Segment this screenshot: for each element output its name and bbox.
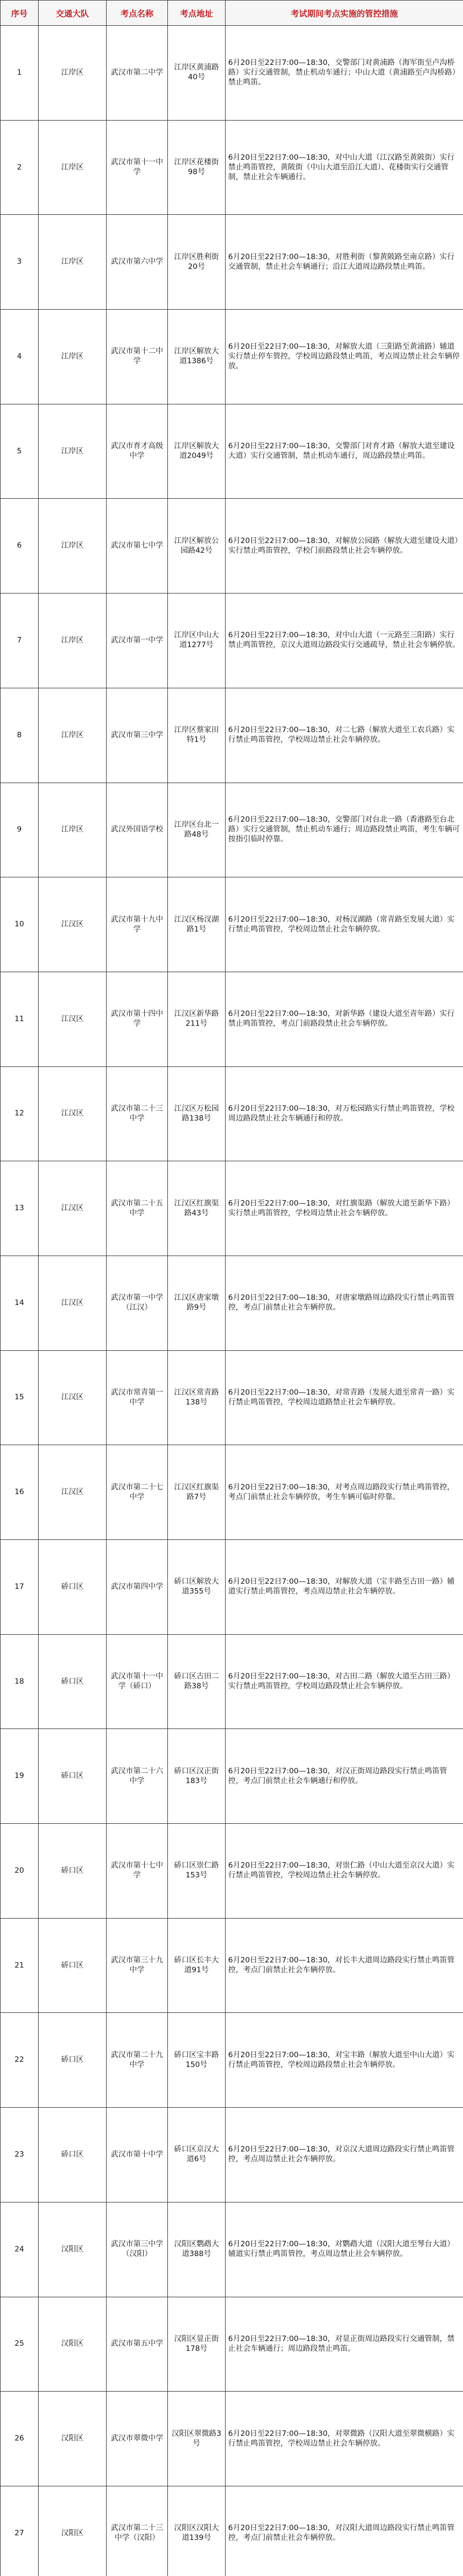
row-traffic-brigade: 硚口区 [39, 2013, 107, 2108]
row-exam-site-name: 武汉市第十中学 [107, 2108, 168, 2202]
row-control-measures: 6月20日至22日7:00—18:30，对显正街周边路段实行交通管制，禁止社会车辆通行；周边路段禁止鸣笛。 [226, 2297, 463, 2392]
row-traffic-brigade: 汉阳区 [39, 2392, 107, 2486]
row-control-measures: 6月20日至22日7:00—18:30，对考点周边路段实行禁止鸣笛管控，考点门前禁止社会车辆停放，考生车辆可临时停靠。 [226, 1445, 463, 1540]
row-traffic-brigade: 江岸区 [39, 594, 107, 688]
table-body [1, 26, 463, 2576]
row-index: 2 [1, 120, 39, 215]
header-traffic-brigade: 交通大队 [39, 1, 107, 26]
row-index: 25 [1, 2297, 39, 2392]
row-index: 8 [1, 688, 39, 783]
row-exam-site-address: 汉阳区汉阳大道139号 [168, 2486, 226, 2576]
row-exam-site-address: 江汉区杨汊湖路1号 [168, 877, 226, 972]
row-control-measures: 6月20日至22日7:00—18:30，对解放大道（宝丰路至古田一路）辅道实行禁止鸣笛管控，考点周边禁止社会车辆停放。 [226, 1540, 463, 1635]
row-index: 9 [1, 783, 39, 877]
row-exam-site-address: 江岸区解放大道2049号 [168, 404, 226, 499]
row-index: 3 [1, 215, 39, 310]
row-control-measures: 6月20日至22日7:00—18:30，对常青路（发展大道至常青一路）实行禁止鸣笛管控，学校周边道路禁止社会车辆停放。 [226, 1350, 463, 1445]
row-control-measures: 6月20日至22日7:00—18:30，对杨汊湖路（常青路至发展大道）实行禁止鸣笛管控，学校周边禁止社会车辆停放。 [226, 877, 463, 972]
row-index: 7 [1, 594, 39, 688]
table-row [1, 1161, 463, 1256]
row-index: 24 [1, 2202, 39, 2297]
row-index: 14 [1, 1256, 39, 1350]
row-exam-site-name: 武汉市第二中学 [107, 26, 168, 121]
row-exam-site-address: 硚口区古田二路38号 [168, 1634, 226, 1729]
row-index: 17 [1, 1540, 39, 1635]
row-exam-site-name: 武汉市第七中学 [107, 499, 168, 594]
row-index: 26 [1, 2392, 39, 2486]
row-exam-site-address: 江岸区中山大道1277号 [168, 594, 226, 688]
row-control-measures: 6月20日至22日7:00—18:30，对红旗渠路（解放大道至新华下路）实行禁止鸣笛管控，学校周边禁止社会车辆停放。 [226, 1161, 463, 1256]
row-index: 15 [1, 1350, 39, 1445]
row-exam-site-address: 江汉区常青路138号 [168, 1350, 226, 1445]
row-exam-site-address: 汉阳区显正街178号 [168, 2297, 226, 2392]
row-exam-site-name: 武汉市第一中学 [107, 594, 168, 688]
row-exam-site-address: 江岸区胜利街20号 [168, 215, 226, 310]
table-row [1, 783, 463, 877]
row-traffic-brigade: 汉阳区 [39, 2297, 107, 2392]
row-exam-site-name: 武汉市第六中学 [107, 215, 168, 310]
table-row [1, 26, 463, 121]
row-control-measures: 6月20日至22日7:00—18:30，对中山大道（江汉路至黄陂街）实行禁止鸣笛管控，黄陂街（中山大道至沿江大道）、花楼街实行交通管制，禁止社会车辆通行。 [226, 120, 463, 215]
row-exam-site-name: 武汉市常青第一中学 [107, 1350, 168, 1445]
table-row [1, 594, 463, 688]
table-row [1, 1066, 463, 1161]
row-control-measures: 6月20日至22日7:00—18:30，交警部门对黄浦路（海军街至卢沟桥路）实行交通管制，禁止机动车通行；中山大道（黄浦路至卢沟桥路）禁止鸣笛。 [226, 26, 463, 121]
row-control-measures: 6月20日至22日7:00—18:30，对鹦鹉大道（汉阳大道至琴台大道）辅道实行禁止鸣笛管控，考点周边禁止社会车辆停放。 [226, 2202, 463, 2297]
header-exam-site-name: 考点名称 [107, 1, 168, 26]
row-index: 6 [1, 499, 39, 594]
row-exam-site-name: 武汉市第五中学 [107, 2297, 168, 2392]
row-traffic-brigade: 硚口区 [39, 1540, 107, 1635]
table-row [1, 877, 463, 972]
row-control-measures: 6月20日至22日7:00—18:30，对唐家墩路周边路段实行禁止鸣笛管控，考点门前禁止社会车辆停放。 [226, 1256, 463, 1350]
row-exam-site-address: 江岸区解放大道1386号 [168, 310, 226, 404]
row-exam-site-address: 硚口区汉正街183号 [168, 1729, 226, 1824]
row-traffic-brigade: 江汉区 [39, 972, 107, 1066]
row-exam-site-address: 硚口区京汉大道6号 [168, 2108, 226, 2202]
row-index: 10 [1, 877, 39, 972]
row-exam-site-name: 武汉市第三十九中学 [107, 1918, 168, 2013]
table-row [1, 310, 463, 404]
row-index: 5 [1, 404, 39, 499]
row-index: 18 [1, 1634, 39, 1729]
row-traffic-brigade: 江汉区 [39, 1066, 107, 1161]
table-row [1, 1445, 463, 1540]
table-row [1, 972, 463, 1066]
row-exam-site-address: 江汉区万松园路138号 [168, 1066, 226, 1161]
row-control-measures: 6月20日至22日7:00—18:30，对中山大道（一元路至三阳路）实行禁止鸣笛管控，京汉大道周边路段实行交通疏导，禁止社会车辆停放。 [226, 594, 463, 688]
row-control-measures: 6月20日至22日7:00—18:30，对崇仁路（中山大道至京汉大道）实行禁止鸣笛管控，学校周边禁止社会车辆停放。 [226, 1824, 463, 1919]
row-control-measures: 6月20日至22日7:00—18:30，对解放大道（三阳路至黄浦路）辅道实行禁止停车管控，学校周边路段禁止鸣笛，考点周边禁止社会车辆停放。 [226, 310, 463, 404]
row-index: 21 [1, 1918, 39, 2013]
row-exam-site-name: 武汉市翠微中学 [107, 2392, 168, 2486]
row-index: 13 [1, 1161, 39, 1256]
row-exam-site-address: 汉阳区翠微路3号 [168, 2392, 226, 2486]
table-row [1, 2013, 463, 2108]
row-traffic-brigade: 江岸区 [39, 404, 107, 499]
row-exam-site-name: 武汉市第十七中学 [107, 1824, 168, 1919]
row-traffic-brigade: 江汉区 [39, 1256, 107, 1350]
row-exam-site-address: 硚口区解放大道355号 [168, 1540, 226, 1635]
table-row [1, 1824, 463, 1919]
table-row [1, 1540, 463, 1635]
row-exam-site-address: 江岸区黄浦路40号 [168, 26, 226, 121]
row-index: 11 [1, 972, 39, 1066]
table-row [1, 2486, 463, 2576]
row-exam-site-name: 武汉市第二十三中学 [107, 1066, 168, 1161]
header-control-measures: 考试期间考点实施的管控措施 [226, 1, 463, 26]
row-control-measures: 6月20日至22日7:00—18:30，对长丰大道周边路段实行禁止鸣笛管控，考点门前禁止社会车辆停放。 [226, 1918, 463, 2013]
row-exam-site-name: 武汉市第三中学 [107, 688, 168, 783]
row-index: 20 [1, 1824, 39, 1919]
row-traffic-brigade: 江岸区 [39, 120, 107, 215]
table-row [1, 120, 463, 215]
row-exam-site-address: 江岸区台北一路48号 [168, 783, 226, 877]
row-traffic-brigade: 汉阳区 [39, 2486, 107, 2576]
row-control-measures: 6月20日至22日7:00—18:30，对宝丰路（解放大道至中山大道）实行禁止鸣笛管控，学校周边路段禁止社会车辆停放。 [226, 2013, 463, 2108]
row-index: 12 [1, 1066, 39, 1161]
row-traffic-brigade: 江岸区 [39, 310, 107, 404]
table-row [1, 1634, 463, 1729]
row-traffic-brigade: 江汉区 [39, 877, 107, 972]
row-index: 1 [1, 26, 39, 121]
row-control-measures: 6月20日至22日7:00—18:30，对胜利街（黎黄陂路至南京路）实行交通管制，禁止社会车辆通行；沿江大道周边路段禁止鸣笛。 [226, 215, 463, 310]
row-exam-site-name: 武汉市第十一中学 [107, 120, 168, 215]
table-header-row [1, 1, 463, 26]
row-control-measures: 6月20日至22日7:00—18:30，对汉正街周边路段实行禁止鸣笛管控，考点门前禁止社会车辆通行和停放。 [226, 1729, 463, 1824]
row-exam-site-name: 武汉市第四中学 [107, 1540, 168, 1635]
row-index: 27 [1, 2486, 39, 2576]
row-traffic-brigade: 硚口区 [39, 2108, 107, 2202]
row-exam-site-address: 江岸区花楼街98号 [168, 120, 226, 215]
row-exam-site-name: 武汉市第二十三中学（汉阳） [107, 2486, 168, 2576]
row-exam-site-address: 江汉区唐家墩路9号 [168, 1256, 226, 1350]
row-exam-site-name: 武汉市第三中学（汉阳） [107, 2202, 168, 2297]
row-index: 22 [1, 2013, 39, 2108]
row-exam-site-name: 武汉市第二十九中学 [107, 2013, 168, 2108]
row-traffic-brigade: 汉阳区 [39, 2202, 107, 2297]
table-row [1, 2392, 463, 2486]
row-exam-site-name: 武汉市第十九中学 [107, 877, 168, 972]
row-index: 23 [1, 2108, 39, 2202]
row-exam-site-name: 武汉市第十二中学 [107, 310, 168, 404]
table-row [1, 2297, 463, 2392]
row-exam-site-name: 武汉外国语学校 [107, 783, 168, 877]
row-traffic-brigade: 江岸区 [39, 215, 107, 310]
table-row [1, 688, 463, 783]
row-traffic-brigade: 江岸区 [39, 688, 107, 783]
row-exam-site-name: 武汉市第二十五中学 [107, 1161, 168, 1256]
table-row [1, 1918, 463, 2013]
row-exam-site-address: 江汉区红旗渠路43号 [168, 1161, 226, 1256]
row-traffic-brigade: 江汉区 [39, 1350, 107, 1445]
row-traffic-brigade: 江汉区 [39, 1161, 107, 1256]
row-exam-site-name: 武汉市第一中学（江汉） [107, 1256, 168, 1350]
row-exam-site-address: 硚口区宝丰路150号 [168, 2013, 226, 2108]
row-control-measures: 6月20日至22日7:00—18:30，交警部门对育才路（解放大道至建设大道）实行交通管制，禁止机动车通行，周边路段禁止鸣笛。 [226, 404, 463, 499]
row-traffic-brigade: 江岸区 [39, 783, 107, 877]
table-row [1, 1729, 463, 1824]
row-control-measures: 6月20日至22日7:00—18:30，对新华路（建设大道至青年路）实行禁止鸣笛管控，考点门前路段禁止社会车辆停放。 [226, 972, 463, 1066]
header-exam-site-address: 考点地址 [168, 1, 226, 26]
row-traffic-brigade: 江汉区 [39, 1445, 107, 1540]
table-row [1, 1350, 463, 1445]
row-traffic-brigade: 江岸区 [39, 26, 107, 121]
table-row [1, 1256, 463, 1350]
table-row [1, 404, 463, 499]
row-traffic-brigade: 硚口区 [39, 1729, 107, 1824]
row-exam-site-address: 汉阳区鹦鹉大道388号 [168, 2202, 226, 2297]
row-exam-site-address: 江汉区新华路211号 [168, 972, 226, 1066]
row-exam-site-name: 武汉市第十四中学 [107, 972, 168, 1066]
row-exam-site-name: 武汉市育才高级中学 [107, 404, 168, 499]
row-traffic-brigade: 硚口区 [39, 1634, 107, 1729]
row-index: 16 [1, 1445, 39, 1540]
row-exam-site-name: 武汉市第十一中学（硚口） [107, 1634, 168, 1729]
row-control-measures: 6月20日至22日7:00—18:30，对翠微路（汉阳大道至翠微横路）实行禁止鸣笛管控，学校周边禁止社会车辆停放。 [226, 2392, 463, 2486]
table-row [1, 215, 463, 310]
row-exam-site-address: 硚口区长丰大道91号 [168, 1918, 226, 2013]
row-traffic-brigade: 江岸区 [39, 499, 107, 594]
row-exam-site-address: 江汉区红旗渠路7号 [168, 1445, 226, 1540]
row-exam-site-name: 武汉市第二十七中学 [107, 1445, 168, 1540]
row-exam-site-address: 江岸区解放公园路42号 [168, 499, 226, 594]
row-exam-site-address: 江岸区蔡家田特1号 [168, 688, 226, 783]
table-row [1, 2202, 463, 2297]
row-control-measures: 6月20日至22日7:00—18:30，对京汉大道周边路段实行禁止鸣笛管控，考点周边禁止社会车辆停放。 [226, 2108, 463, 2202]
row-traffic-brigade: 硚口区 [39, 1824, 107, 1919]
row-control-measures: 6月20日至22日7:00—18:30，对二七路（解放大道至工农兵路）实行禁止鸣笛管控，学校周边禁止社会车辆停放。 [226, 688, 463, 783]
row-control-measures: 6月20日至22日7:00—18:30，对万松园路实行禁止鸣笛管控，学校周边路段禁止社会车辆通行和停放。 [226, 1066, 463, 1161]
header-index: 序号 [1, 1, 39, 26]
row-control-measures: 6月20日至22日7:00—18:30，对古田二路（解放大道至古田三路）实行禁止鸣笛管控，学校周边路段禁止社会车辆停放。 [226, 1634, 463, 1729]
row-index: 19 [1, 1729, 39, 1824]
row-traffic-brigade: 硚口区 [39, 1918, 107, 2013]
row-exam-site-address: 硚口区崇仁路153号 [168, 1824, 226, 1919]
row-exam-site-name: 武汉市第二十六中学 [107, 1729, 168, 1824]
table-row [1, 499, 463, 594]
row-control-measures: 6月20日至22日7:00—18:30，对解放公园路（解放大道至建设大道）实行禁止鸣笛管控，学校门前路段禁止社会车辆停放。 [226, 499, 463, 594]
table-row [1, 2108, 463, 2202]
row-control-measures: 6月20日至22日7:00—18:30，对汉阳大道周边路段实行禁止鸣笛管控，考点门前禁止社会车辆停放。 [226, 2486, 463, 2576]
row-index: 4 [1, 310, 39, 404]
row-control-measures: 6月20日至22日7:00—18:30，交警部门对台北一路（香港路至台北路）实行交通管制，禁止机动车通行；周边路段禁止鸣笛，考生车辆可按指引临时停靠。 [226, 783, 463, 877]
